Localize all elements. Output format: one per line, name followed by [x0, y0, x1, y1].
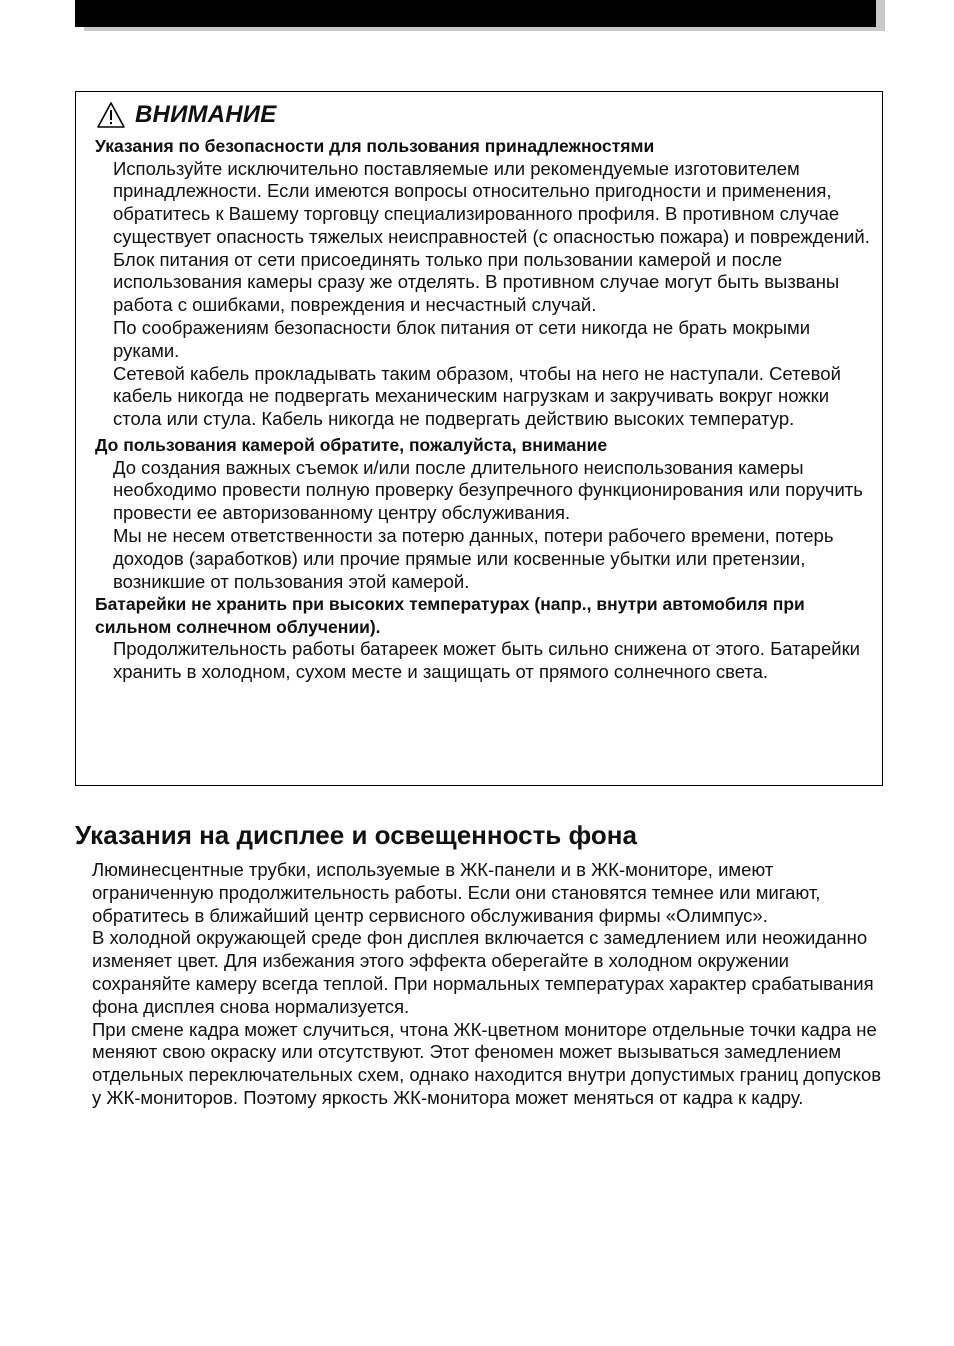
section-heading: Указания по безопасности для пользования принадлежностями: [95, 136, 655, 156]
section-heading: До пользования камерой обратите, пожалуйста, внимание: [95, 435, 608, 456]
section-heading: Батарейки не хранить при высоких температурах (напр., внутри автомобиля при сильном солнечном облучении).: [95, 594, 805, 637]
display-section-title: Указания на дисплее и освещенность фона: [75, 820, 637, 850]
warning-body: [95, 135, 875, 684]
display-paragraph: При смене кадра может случиться, чтона ЖК-цветном мониторе отдельные точки кадра не меняют свою окраску или отсутствуют. Этот феномен может вызываться замедлением отдельных переключательных схем, однако находится внутри допустимых границ допусков у ЖК-мониторов. Поэтому яркость ЖК-монитора может меняться от кадра к кадру.: [92, 1018, 882, 1108]
section-paragraph: Мы не несем ответственности за потерю данных, потери рабочего времени, потерь доходов (заработков) или прочие прямые или косвенные убытки или претензии, возникшие от пользования этой камерой.: [113, 524, 834, 592]
header-bar-shadow-side: [876, 0, 885, 31]
warning-title-text: ВНИМАНИЕ: [135, 101, 277, 128]
section-paragraph: Продолжительность работы батареек может быть сильно снижена от этого. Батарейки хранить в холодном, сухом месте и защищать от прямого солнечного света.: [113, 638, 860, 683]
header-bar-shadow: [84, 27, 885, 31]
section-paragraph: Используйте исключительно поставляемые или рекомендуемые изготовителем принадлежности. Если имеются вопросы относительно пригодности и применения, обратитесь к Вашему торговцу специализированного профиля. В противном случае существует опасность тяжелых неисправностей (с опасностью пожара) и повреждений.: [113, 157, 870, 247]
warning-box: [75, 91, 883, 786]
header-bar: [75, 0, 876, 27]
display-section-body: [92, 859, 882, 1110]
section-paragraph: По соображениям безопасности блок питания от сети никогда не брать мокрыми руками.: [113, 317, 811, 361]
display-paragraph: В холодной окружающей среде фон дисплея включается с замедлением или неожиданно изменяет цвет. Для избежания этого эффекта оберегайте в холодном окружении сохраняйте камеру всегда теплой. При нормальных температурах характер срабатывания фона дисплея снова нормализуется.: [92, 927, 874, 1017]
warning-triangle-icon: [96, 101, 126, 129]
section-paragraph: До создания важных съемок и/или после длительного неиспользования камеры необходимо провести полную проверку безупречного функционирования или поручить провести ее авторизованному центру обслуживания.: [113, 456, 863, 524]
section-paragraph: Сетевой кабель прокладывать таким образом, чтобы на него не наступали. Сетевой кабель никогда не подвергать механическим нагрузкам и закручивать вокруг ножки стола или стула. Кабель никогда не подвергать действию высоких температур.: [113, 362, 841, 430]
display-paragraph: Люминесцентные трубки, используемые в ЖК-панели и в ЖК-мониторе, имеют ограниченную продолжительность работы. Если они становятся темнее или мигают, обратитесь в ближайший центр сервисного обслуживания фирмы «Олимпус».: [92, 859, 821, 926]
section-paragraph: Блок питания от сети присоединять только при пользовании камерой и после использования камеры сразу же отделять. В противном случае могут быть вызваны работа с ошибками, повреждения и несчастный случай.: [113, 248, 840, 316]
warning-title: [96, 100, 276, 130]
